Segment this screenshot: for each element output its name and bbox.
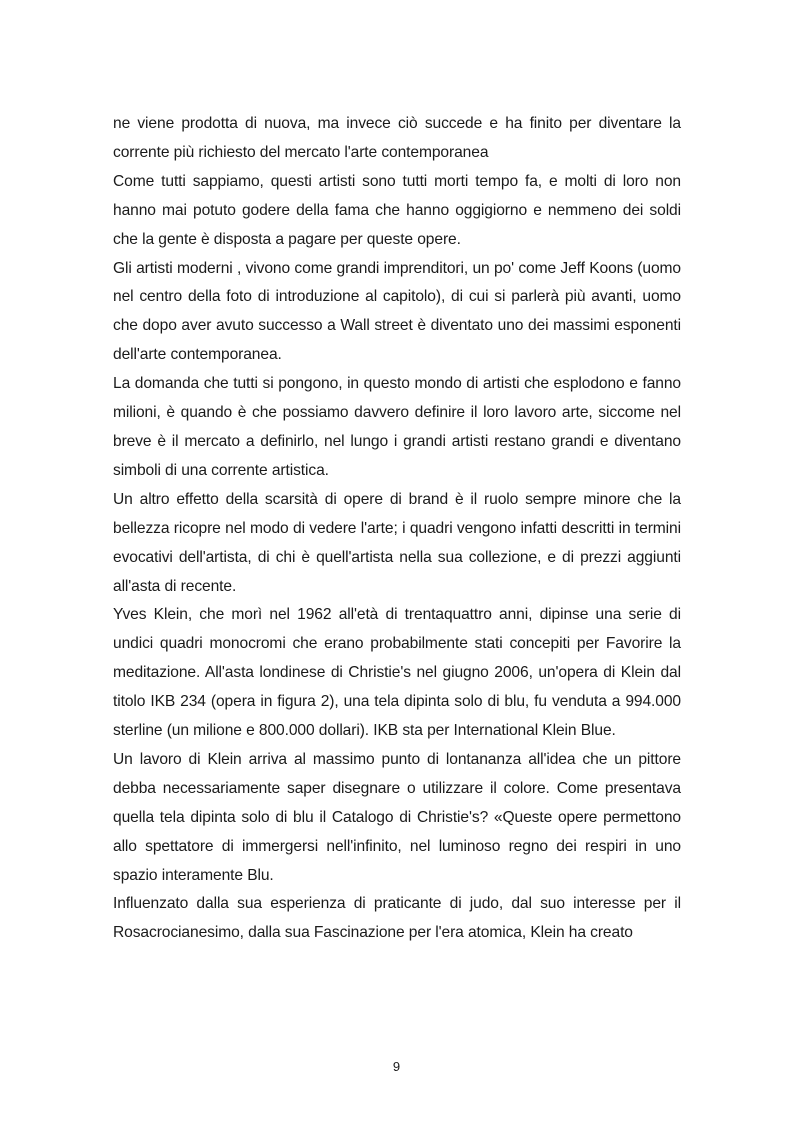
paragraph-6: Yves Klein, che morì nel 1962 all'età di trentaquattro anni, dipinse una serie di undici quadri monocromi che erano probabilmente stati concepiti per Favorire la meditazione. All'asta londinese di Christie's nel giugno 2006, un'opera di Klein dal titolo IKB 234 (opera in figura 2), una tela dipinta solo di blu, fu venduta a 994.000 sterline (un milione e 800.000 dollari). IKB sta per International Klein Blue.	[113, 606, 681, 740]
paragraph-1: ne viene prodotta di nuova, ma invece ciò succede e ha finito per diventare la corrente più richiesto del mercato l'arte contemporanea	[113, 115, 681, 161]
paragraph-3: Gli artisti moderni , vivono come grandi imprenditori, un po' come Jeff Koons (uomo nel centro della foto di introduzione al capitolo), di cui si parlerà più avanti, uomo che dopo aver avuto successo a Wall street è diventato uno dei massimi esponenti dell'arte contemporanea.	[113, 259, 681, 364]
paragraph-4: La domanda che tutti si pongono, in questo mondo di artisti che esplodono e fanno milioni, è quando è che possiamo davvero definire il loro lavoro arte, siccome nel breve è il mercato a definirlo, nel lungo i grandi artisti restano grandi e diventano simboli di una corrente artistica.	[113, 375, 681, 479]
page-number: 9	[392, 1059, 401, 1074]
paragraph-7: Un lavoro di Klein arriva al massimo punto di lontananza all'idea che un pittore debba necessariamente saper disegnare o utilizzare il colore. Come presentava quella tela dipinta solo di blu il Catalogo di Christie's? «Queste opere permettono allo spettatore di immergersi nell'infinito, nel luminoso regno dei respiri in uno spazio interamente Blu.	[113, 750, 681, 884]
paragraph-8: Influenzato dalla sua esperienza di praticante di judo, dal suo interesse per il Rosacrocianesimo, dalla sua Fascinazione per l'era atomica, Klein ha creato	[113, 895, 681, 942]
paragraph-2: Come tutti sappiamo, questi artisti sono tutti morti tempo fa, e molti di loro non hanno mai potuto godere della fama che hanno oggigiorno e nemmeno dei soldi che la gente è disposta a pagare per queste opere.	[113, 172, 681, 248]
document-body	[113, 110, 681, 948]
paragraph-5: Un altro effetto della scarsità di opere di brand è il ruolo sempre minore che la bellezza ricopre nel modo di vedere l'arte; i quadri vengono infatti descritti in termini evocativi dell'artista, di chi è quell'artista nella sua collezione, e di prezzi aggiunti all'asta di recente.	[113, 490, 681, 595]
